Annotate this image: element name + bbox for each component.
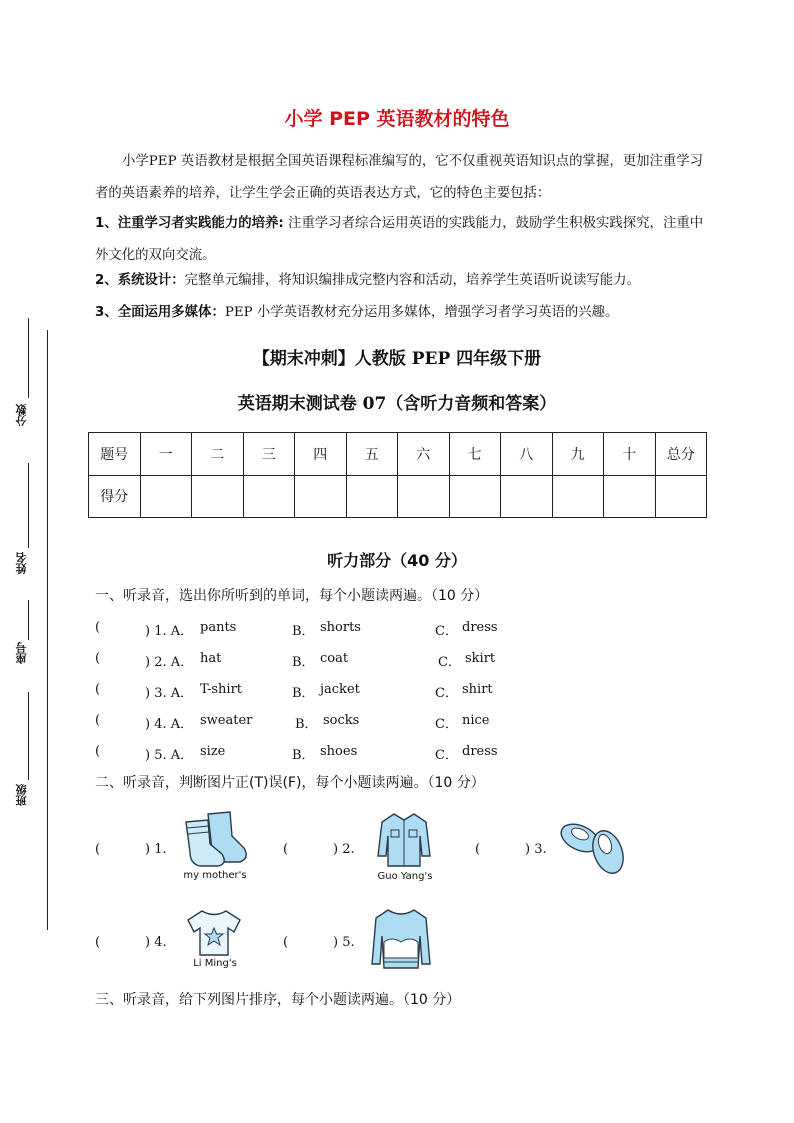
option-c: dress xyxy=(462,620,498,635)
point-1 xyxy=(95,208,705,272)
answer-paren-open[interactable]: ( xyxy=(95,842,101,857)
exam-title-2: 英语期末测试卷 07（含听力音频和答案） xyxy=(237,394,557,414)
option-c-label: C． xyxy=(435,717,458,732)
option-c: skirt xyxy=(465,651,496,666)
option-c-label: C． xyxy=(435,748,458,763)
answer-paren-open[interactable]: ( xyxy=(95,744,101,759)
option-b: coat xyxy=(320,651,349,666)
question-row xyxy=(95,651,695,669)
score-cell[interactable] xyxy=(604,475,656,518)
score-cell[interactable] xyxy=(295,475,347,518)
point-1-label: 1、注重学习者实践能力的培养: xyxy=(95,216,284,231)
option-a: sweater xyxy=(200,713,253,728)
score-header-cell: 一 xyxy=(140,433,192,476)
score-cell[interactable] xyxy=(346,475,398,518)
option-c: dress xyxy=(462,744,498,759)
option-c-label: C． xyxy=(438,655,461,670)
score-header-cell: 三 xyxy=(243,433,295,476)
sidebar-class-label: 班级 xyxy=(15,784,28,806)
answer-paren-open[interactable]: ( xyxy=(95,651,101,666)
exam-title-1: 【期末冲刺】人教版 PEP 四年级下册 xyxy=(252,349,542,369)
option-a: pants xyxy=(200,620,237,635)
part2-instruction: 二、听录音，判断图片正(T)误(F)，每个小题读两遍。（10 分） xyxy=(95,775,485,791)
option-b-label: B． xyxy=(292,655,315,670)
intro-paragraph: 小学PEP 英语教材是根据全国英语课程标准编写的，它不仅重视英语知识点的掌握，更加注重学习者的英语素养的培养，让学生学会正确的英语表达方式，它的特色主要包括： xyxy=(95,154,704,201)
answer-paren-open[interactable]: ( xyxy=(283,842,289,857)
score-header-cell: 四 xyxy=(295,433,347,476)
item-number: ) 3. xyxy=(525,842,547,857)
score-cell[interactable] xyxy=(140,475,192,518)
listening-heading: 听力部分（40 分） xyxy=(327,551,467,570)
score-header-cell: 七 xyxy=(449,433,501,476)
answer-paren-open[interactable]: ( xyxy=(95,935,101,950)
item-caption: Guo Yang's xyxy=(377,871,433,882)
part3-instruction: 三、听录音，给下列图片排序，每个小题读两遍。（10 分） xyxy=(95,992,461,1008)
name-write-line xyxy=(28,463,29,548)
item-number: ) 2. xyxy=(333,842,355,857)
option-b-label: B． xyxy=(292,624,315,639)
sidebar-score-label: 分数 xyxy=(15,404,28,426)
answer-paren-open[interactable]: ( xyxy=(95,713,101,728)
option-b-label: B． xyxy=(295,717,318,732)
option-b: socks xyxy=(323,713,360,728)
option-b: shoes xyxy=(320,744,358,759)
question-number: ) 4. A． xyxy=(145,717,194,732)
question-number: ) 3. A． xyxy=(145,686,194,701)
option-c-label: C． xyxy=(435,686,458,701)
binding-line xyxy=(47,330,48,930)
score-table xyxy=(88,432,707,518)
point-3 xyxy=(95,304,705,321)
seat-write-line xyxy=(28,600,29,640)
score-header-cell: 二 xyxy=(192,433,244,476)
question-row xyxy=(95,682,695,700)
point-3-label: 3、全面运用多媒体： xyxy=(95,305,225,320)
question-row xyxy=(95,713,695,731)
score-header-cell: 八 xyxy=(501,433,553,476)
question-number: ) 1. A． xyxy=(145,624,194,639)
option-c: nice xyxy=(462,713,490,728)
score-row-label: 得分 xyxy=(89,475,141,518)
question-row xyxy=(95,620,695,638)
answer-paren-open[interactable]: ( xyxy=(475,842,481,857)
part1-instruction: 一、听录音，选出你所听到的单词，每个小题读两遍。（10 分） xyxy=(95,588,489,604)
question-number: ) 5. A． xyxy=(145,748,194,763)
question-row xyxy=(95,744,695,762)
item-number: ) 4. xyxy=(145,935,167,950)
option-a: hat xyxy=(200,651,222,666)
answer-paren-open[interactable]: ( xyxy=(95,620,101,635)
score-cell[interactable] xyxy=(501,475,553,518)
score-cell[interactable] xyxy=(398,475,450,518)
shirt-icon xyxy=(376,810,432,868)
option-a: size xyxy=(200,744,226,759)
score-cell[interactable] xyxy=(552,475,604,518)
point-1-text: 注重学习者综合运用英语的实践能力，鼓励学生积极实践探究，注重中外文化的双向交流。 xyxy=(95,216,704,263)
sidebar-name-label: 姓名 xyxy=(15,552,28,574)
score-table-header-row xyxy=(89,433,707,476)
class-write-line xyxy=(28,692,29,780)
t-shirt-icon xyxy=(186,908,242,958)
point-2 xyxy=(95,272,705,289)
option-b-label: B． xyxy=(292,748,315,763)
score-cell[interactable] xyxy=(655,475,707,518)
point-2-label: 2、系统设计： xyxy=(95,273,185,288)
sidebar-seat-label: 座号 xyxy=(15,642,28,664)
option-c: shirt xyxy=(462,682,493,697)
option-a: T-shirt xyxy=(200,682,243,697)
score-cell[interactable] xyxy=(243,475,295,518)
answer-paren-open[interactable]: ( xyxy=(283,935,289,950)
question-number: ) 2. A． xyxy=(145,655,194,670)
item-caption: my mother's xyxy=(183,870,247,881)
option-b: shorts xyxy=(320,620,361,635)
score-header-cell: 九 xyxy=(552,433,604,476)
score-cell[interactable] xyxy=(449,475,501,518)
score-header-cell: 五 xyxy=(346,433,398,476)
page-title: 小学 PEP 英语教材的特色 xyxy=(284,108,510,130)
socks-icon xyxy=(178,810,250,868)
score-header-cell: 题号 xyxy=(89,433,141,476)
score-header-cell: 十 xyxy=(604,433,656,476)
option-c-label: C． xyxy=(435,624,458,639)
option-b-label: B． xyxy=(292,686,315,701)
score-header-cell: 六 xyxy=(398,433,450,476)
score-cell[interactable] xyxy=(192,475,244,518)
score-header-cell: 总分 xyxy=(655,433,707,476)
sweater-icon xyxy=(368,906,434,972)
score-write-line xyxy=(28,318,29,398)
option-b: jacket xyxy=(320,682,360,697)
score-table-score-row xyxy=(89,475,707,518)
item-caption: Li Ming's xyxy=(193,958,237,969)
point-2-text: 完整单元编排，将知识编排成完整内容和活动，培养学生英语听说读写能力。 xyxy=(184,273,640,288)
point-3-text: PEP 小学英语教材充分运用多媒体，增强学习者学习英语的兴趣。 xyxy=(224,305,619,320)
item-number: ) 5. xyxy=(333,935,355,950)
item-number: ) 1. xyxy=(145,842,167,857)
answer-paren-open[interactable]: ( xyxy=(95,682,101,697)
shoes-icon xyxy=(558,812,628,876)
